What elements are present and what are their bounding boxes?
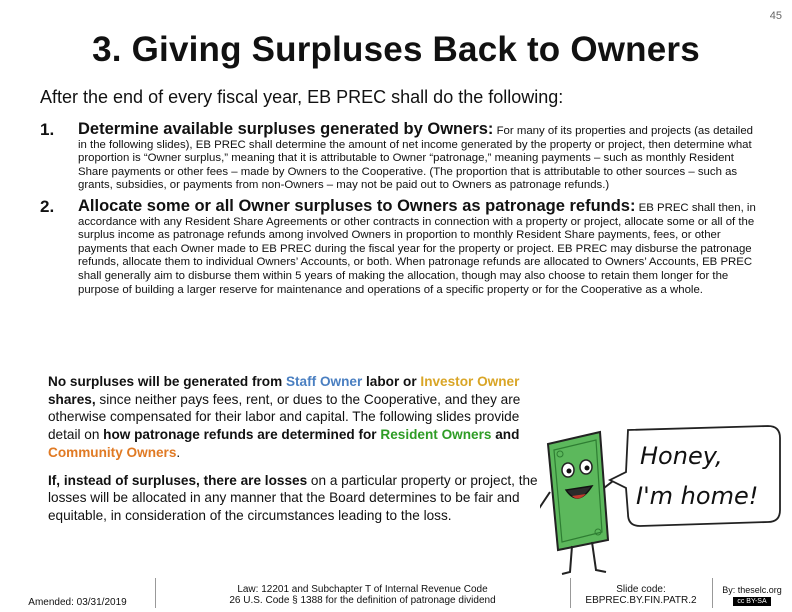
cc-mark: cc [737,597,745,605]
law-line-2: 26 U.S. Code § 1388 for the definition of patronage dividend [229,595,496,606]
item-body [78,120,756,193]
note-text: No surpluses will be generated from [48,374,286,389]
money-character-illustration [540,422,790,582]
speech-bubble [610,426,780,526]
item-text: EB PREC shall then, in accordance with any Resident Share Agreements or other contracts in connection with a property or project, allocate some or all of the surplus income as patronage refunds among involved Owners in proportion to monthly Resident Share payments, fees, or other payments that each Owner made to EB PREC during the fiscal year for the property or project. EB PREC may disburse the patronage refunds, allocate them to individual Owners’ Accounts, or both. When patronage refunds are allocated to Owners’ Accounts, EB PREC shall generally aim to disburse them within 5 years of making the allocation, though may also choose to retain them longer for the purpose of building a larger reserve for maintenance and operations of a specific property or for the Cooperative as a whole. [78,201,756,296]
note-surplus-sources [48,373,538,462]
license-label: BY-SA [746,597,767,605]
intro-text: After the end of every fiscal year, EB PREC shall do the following: [40,87,564,107]
law-line-1: Law: 12201 and Subchapter T of Internal Revenue Code [237,584,488,595]
community-owners-label: Community Owners [48,444,177,460]
footer-attribution [712,578,792,612]
slide-code: EBPREC.BY.FIN.PATR.2 [585,595,697,606]
investor-owner-label: Investor Owner [420,374,520,389]
note-text: shares, [48,391,96,407]
resident-owners-label: Resident Owners [380,427,492,443]
page-number: 45 [769,10,782,22]
item-number: 1. [40,120,55,139]
note-text: how patronage refunds are determined for [103,427,381,443]
item-body [78,197,756,297]
list-item [40,197,756,297]
slide-code-label: Slide code: [616,584,666,595]
item-heading: Allocate some or all Owner surpluses to Owners as patronage refunds: [78,196,636,215]
item-number: 2. [40,196,55,216]
note-text: . [176,444,181,460]
item-heading: Determine available surpluses generated by Owners: [78,120,494,138]
speech-line-2: I'm home! [636,482,759,510]
note-text: since neither pays fees, rent, or dues to the Cooperative, and they are otherwise compensated for their labor and capital. The following slides provide detail on [48,391,521,443]
footer-slide-code [570,578,712,612]
note-text: If, instead of surpluses, there are losses [48,472,308,488]
note-text: and [491,427,520,443]
note-losses [48,472,538,525]
cc-license-icon [733,597,770,606]
slide-title: 3. Giving Surpluses Back to Owners [92,30,700,69]
note-text: labor or [362,374,421,389]
footer-law [155,578,570,612]
notes [48,373,538,535]
list-item [40,120,756,193]
author-credit: By: theselc.org [722,584,782,595]
footer [0,578,792,612]
speech-line-1: Honey, [640,442,723,470]
item-text: For many of its properties and projects (as detailed in the following slides), EB PREC shall determine the amount of net income generated by the property or project, then determine what proportion is “Owner surplus,” meaning that it is attributable to Owner “patronage,” meaning payments – such as monthly Resident Share payments or other fees – made by Owners to the Cooperative. (The proportion that is attributable to other sources – such as grants, subsidies, or payments from non-Owners – may not be paid out to Owners as patronage refunds.) [78,125,753,192]
steps-list [40,120,756,301]
footer-amended [0,578,155,612]
amended-date: Amended: 03/31/2019 [28,596,127,608]
dollar-bill-icon [540,432,622,574]
staff-owner-label: Staff Owner [285,374,363,389]
note-text: on a particular property or project, the losses will be allocated in any manner that the Board determines to be fair and equitable, in consideration of the circumstances leading to the loss. [48,472,538,523]
